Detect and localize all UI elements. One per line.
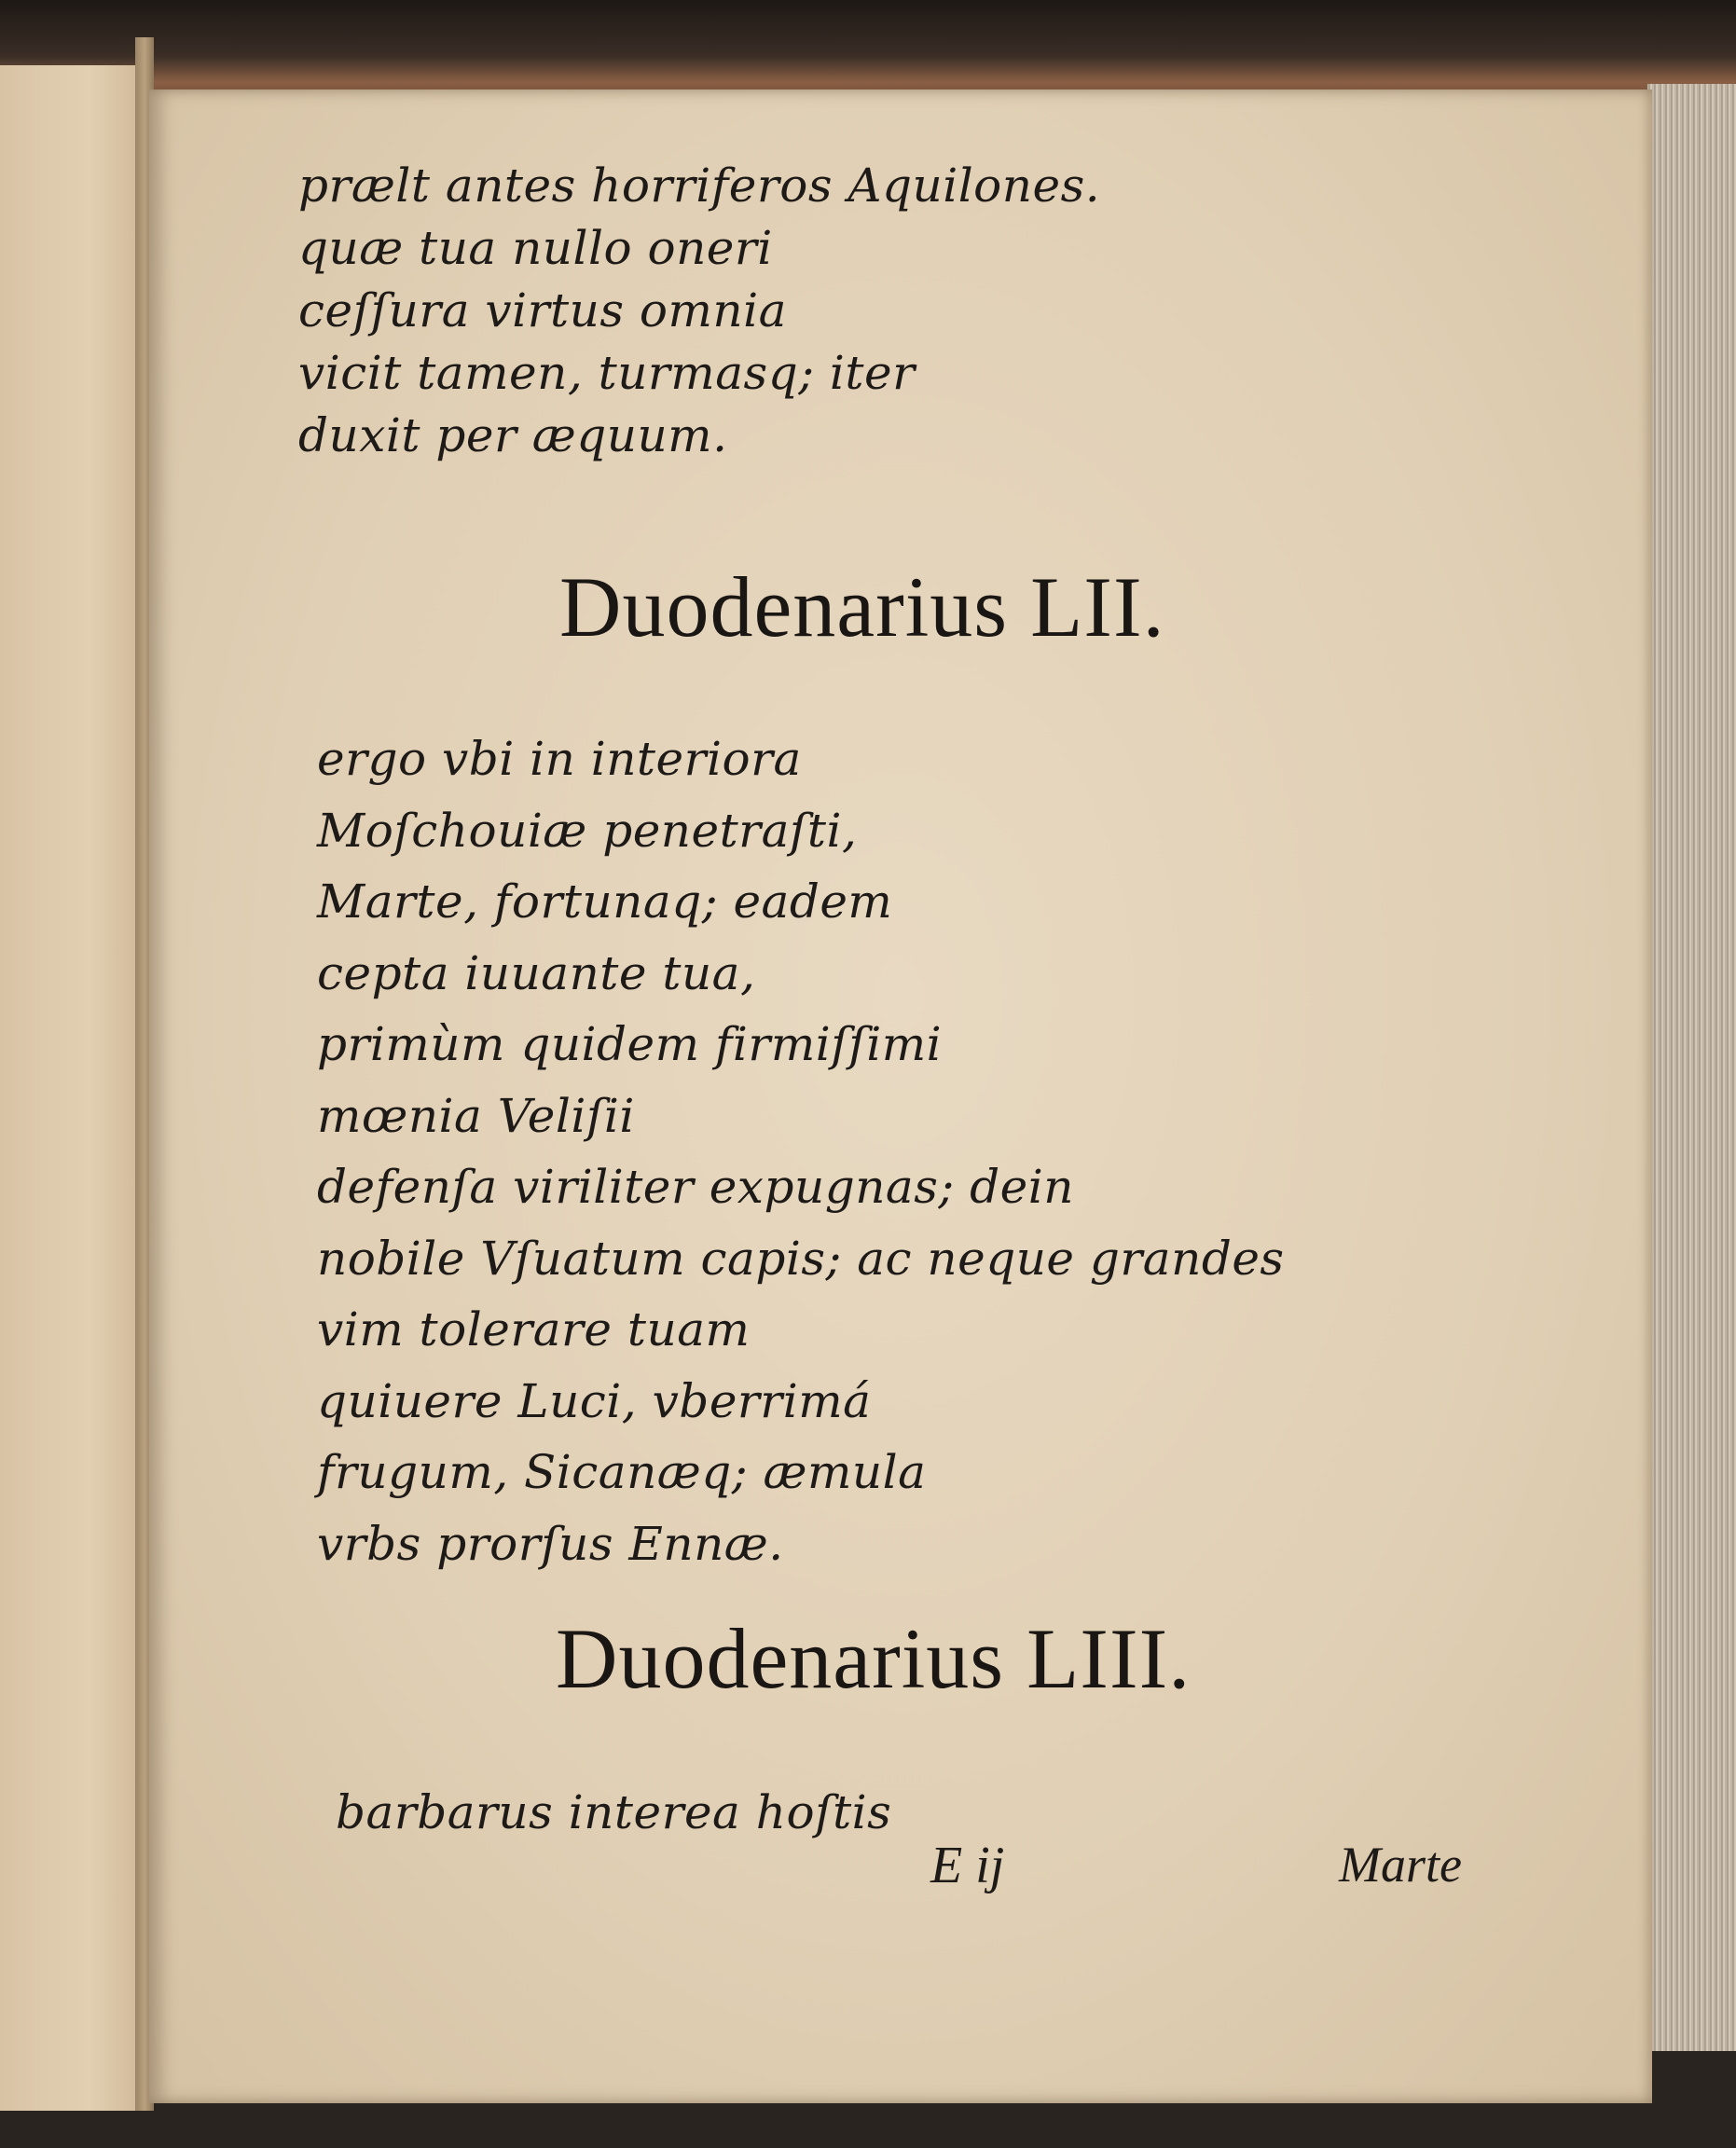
verse-line: defenſa viriliter expugnas; dein xyxy=(317,1160,1074,1214)
book-top-edge xyxy=(0,0,1736,103)
section-heading-liii: Duodenarius LIII. xyxy=(556,1611,1192,1706)
verse-line: prælt antes horriferos Aquilones. xyxy=(298,158,1101,213)
verse-line: barbarus interea hoſtis xyxy=(336,1785,892,1839)
signature-mark: E ij xyxy=(930,1837,1005,1894)
verse-line: Marte, fortunaq; eadem xyxy=(317,874,893,929)
verse-line: quiuere Luci, vberrimá xyxy=(317,1373,872,1428)
verse-line: frugum, Sicanæq; æmula xyxy=(317,1445,927,1499)
catchword: Marte xyxy=(1339,1837,1462,1893)
verse-line: primùm quidem firmiſſimi xyxy=(317,1017,943,1071)
facing-page-edge xyxy=(0,65,149,2116)
verse-stanza-2 xyxy=(317,723,1285,1579)
verse-line: nobile Vſuatum capis; ac neque grandes xyxy=(317,1231,1285,1286)
verse-line: duxit per æquum. xyxy=(298,408,728,462)
verse-line: ergo vbi in interiora xyxy=(317,732,802,786)
page-stack-edges xyxy=(1647,84,1736,2051)
section-heading-lii: Duodenarius LII. xyxy=(559,559,1165,654)
verse-line: mœnia Veliſii xyxy=(317,1088,635,1143)
verse-line: vicit tamen, turmasq; iter xyxy=(298,346,916,400)
verse-line: Moſchouiæ penetraſti, xyxy=(317,803,858,858)
verse-line: vrbs prorſus Ennæ. xyxy=(317,1516,784,1571)
verse-stanza-3 xyxy=(336,1782,891,1844)
verse-line: ceſſura virtus omnia xyxy=(298,283,787,337)
verse-line: quæ tua nullo oneri xyxy=(298,221,773,275)
verse-line: cepta iuuante tua, xyxy=(317,945,756,1000)
book-page xyxy=(149,90,1652,2103)
book-bottom-edge xyxy=(0,2111,1736,2148)
verse-line: vim tolerare tuam xyxy=(317,1302,751,1356)
verse-stanza-1 xyxy=(298,155,1100,467)
